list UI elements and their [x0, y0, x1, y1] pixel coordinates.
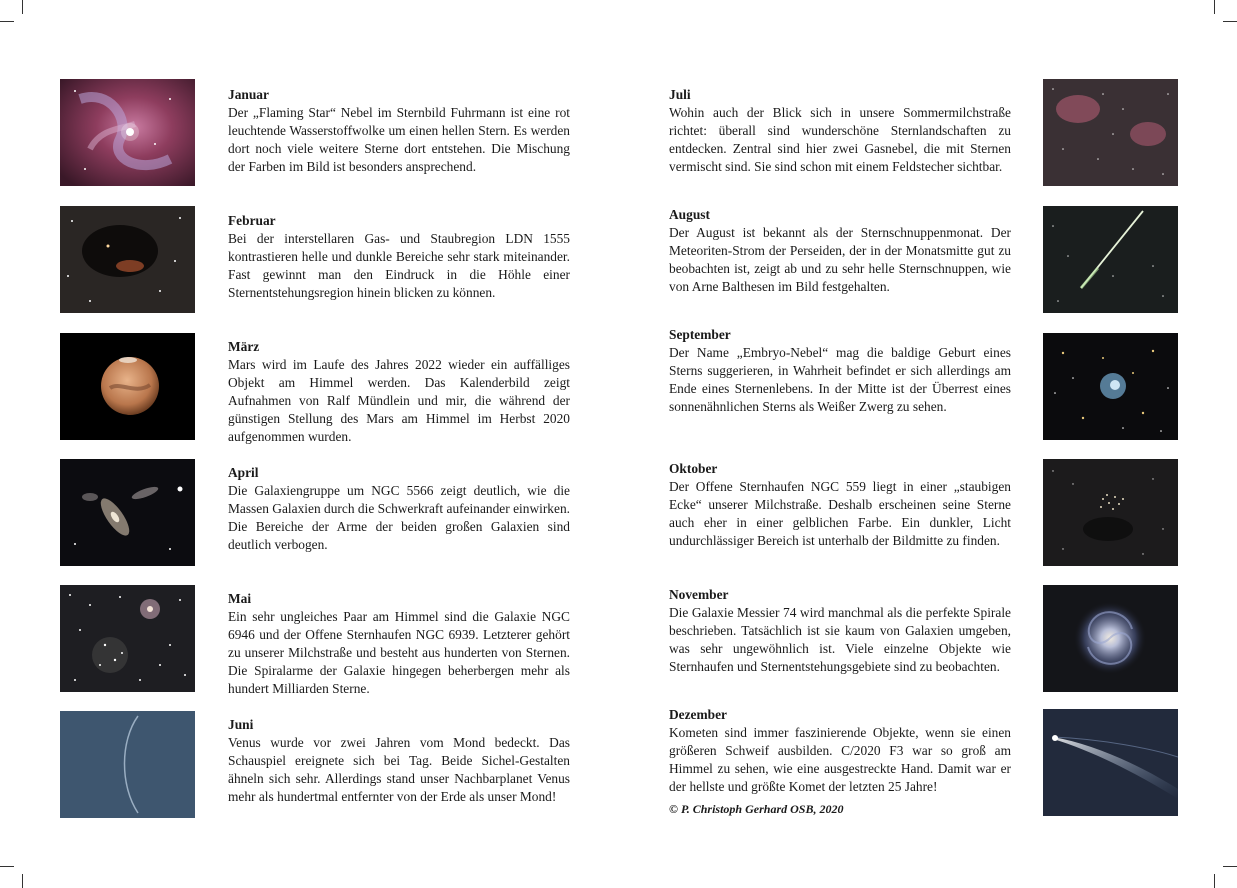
month-description: Der „Flaming Star“ Nebel im Sternbild Fuhrmann ist eine rot leuchtende Wasserstoffwolke um einen hellen Stern. Es werden dort noch viele weitere Sterne dort entstehen. Die Mischung der Farben im Bild ist besonders ansprechend.	[228, 105, 570, 174]
month-description: Bei der interstellaren Gas- und Staubregion LDN 1555 kontrastieren helle und dunkle Bereiche sehr stark miteinander. Fast gewinnt man den Eindruck in die Höhle einer Sternentstehungsregion hinein blicken zu können.	[228, 231, 570, 300]
embryo-nebula-image	[1043, 333, 1178, 440]
month-description: Venus wurde vor zwei Jahren vom Mond bedeckt. Das Schauspiel ereignete sich bei Tag. Beide Sichel-Gestalten ähneln sich sehr. Allerdings stand unser Nachbarplanet Venus mehr als hundertmal entfernter von der Erde als unser Mond!	[228, 735, 570, 804]
month-heading: Oktober	[669, 461, 718, 476]
crop-mark	[22, 874, 23, 888]
month-entry-juni	[228, 716, 570, 806]
flaming-star-nebula-image	[60, 79, 195, 186]
month-heading: April	[228, 465, 259, 480]
month-description: Der Offene Sternhaufen NGC 559 liegt in einer „staubigen Ecke“ unserer Milchstraße. Deshalb erscheinen seine Sterne auch eher in einer gelblichen Farbe. Ein dunkler, Licht undurchlässiger Bereich ist unterhalb der Bildmitte zu finden.	[669, 479, 1011, 548]
month-entry-april	[228, 464, 570, 554]
month-heading: März	[228, 339, 260, 354]
month-entry-januar	[228, 86, 570, 176]
crop-mark	[0, 866, 14, 867]
month-entry-dezember	[669, 706, 1011, 796]
month-description: Wohin auch der Blick sich in unsere Sommermilchstraße richtet: überall sind wunderschöne Sternlandschaften zu entdecken. Zentral sind hier zwei Gasnebel, die mit Sternen vermischt sind. Sie sind schon mit einem Feldstecher sichtbar.	[669, 105, 1011, 174]
comet-neowise-image	[1043, 709, 1178, 816]
month-entry-september	[669, 326, 1011, 416]
mars-image	[60, 333, 195, 440]
open-cluster-ngc559-image	[1043, 459, 1178, 566]
crop-mark	[1214, 0, 1215, 14]
month-description: Mars wird im Laufe des Jahres 2022 wieder ein auffälliges Objekt am Himmel werden. Das Kalenderbild zeigt Aufnahmen von Ralf Mündlein und mir, die während der günstigen Stellung des Mars am Himmel im Herbst 2020 aufgenommen wurden.	[228, 357, 570, 444]
month-description: Der August ist bekannt als der Sternschnuppenmonat. Der Meteoriten-Strom der Perseiden, der in der Monatsmitte gut zu beobachten ist, zeigt ab und zu sehr helle Sternschnuppen, wie von Arne Balthesen im Bild festgehalten.	[669, 225, 1011, 294]
month-description: Die Galaxiengruppe um NGC 5566 zeigt deutlich, wie die Massen Galaxien durch die Schwerkraft aufeinander einwirken. Die Bereiche der Arme der beiden großen Galaxien sind deutlich verbogen.	[228, 483, 570, 552]
copyright-credit: © P. Christoph Gerhard OSB, 2020	[669, 802, 844, 816]
month-description: Ein sehr ungleiches Paar am Himmel sind die Galaxie NGC 6946 und der Offene Sternhaufen NGC 6939. Letzterer gehört zu unserer Milchstraße und besteht aus hunderten von Sternen. Die Spiralarme der Galaxie hingegen beherbergen mehr als hundert Milliarden Sterne.	[228, 609, 570, 696]
month-heading: Dezember	[669, 707, 727, 722]
spiral-galaxy-m74-image	[1043, 585, 1178, 692]
month-entry-maerz	[228, 338, 570, 446]
crop-mark	[22, 0, 23, 14]
month-description: Kometen sind immer faszinierende Objekte, wenn sie einen größeren Schweif ausbilden. C/2020 F3 war so groß am Himmel zu sehen, wie eine ausgestreckte Hand. Damit war er der hellste und größte Komet der letzten 25 Jahre!	[669, 725, 1011, 794]
crop-mark	[1214, 874, 1215, 888]
month-heading: Juli	[669, 87, 691, 102]
month-entry-juli	[669, 86, 1011, 176]
venus-moon-crescent-image	[60, 711, 195, 818]
month-description: Der Name „Embryo-Nebel“ mag die baldige Geburt eines Sterns suggerieren, in Wahrheit befindet er sich allerdings am Ende eines Sternenlebens. In der Mitte ist der Überrest eines sonnenähnlichen Sterns als Weißer Zwerg zu sehen.	[669, 345, 1011, 414]
month-heading: August	[669, 207, 710, 222]
month-entry-oktober	[669, 460, 1011, 550]
ngc6946-ngc6939-image	[60, 585, 195, 692]
month-entry-august	[669, 206, 1011, 296]
month-entry-mai	[228, 590, 570, 698]
month-heading: Juni	[228, 717, 254, 732]
month-heading: Januar	[228, 87, 269, 102]
crop-mark	[1223, 21, 1237, 22]
dark-nebula-ldn1555-image	[60, 206, 195, 313]
crop-mark	[0, 21, 14, 22]
milky-way-nebulae-image	[1043, 79, 1178, 186]
crop-mark	[1223, 866, 1237, 867]
month-heading: Mai	[228, 591, 252, 606]
month-entry-november	[669, 586, 1011, 676]
month-heading: September	[669, 327, 731, 342]
month-entry-februar	[228, 212, 570, 302]
month-description: Die Galaxie Messier 74 wird manchmal als die perfekte Spirale beschrieben. Tatsächlich ist sie kaum von Galaxien umgeben, was sehr ungewöhnlich ist. Viele einzelne Objekte wie Sternhaufen und Sternentstehungsgebiete sind zu beobachten.	[669, 605, 1011, 674]
month-heading: November	[669, 587, 729, 602]
month-heading: Februar	[228, 213, 276, 228]
galaxy-group-ngc5566-image	[60, 459, 195, 566]
perseid-meteor-image	[1043, 206, 1178, 313]
